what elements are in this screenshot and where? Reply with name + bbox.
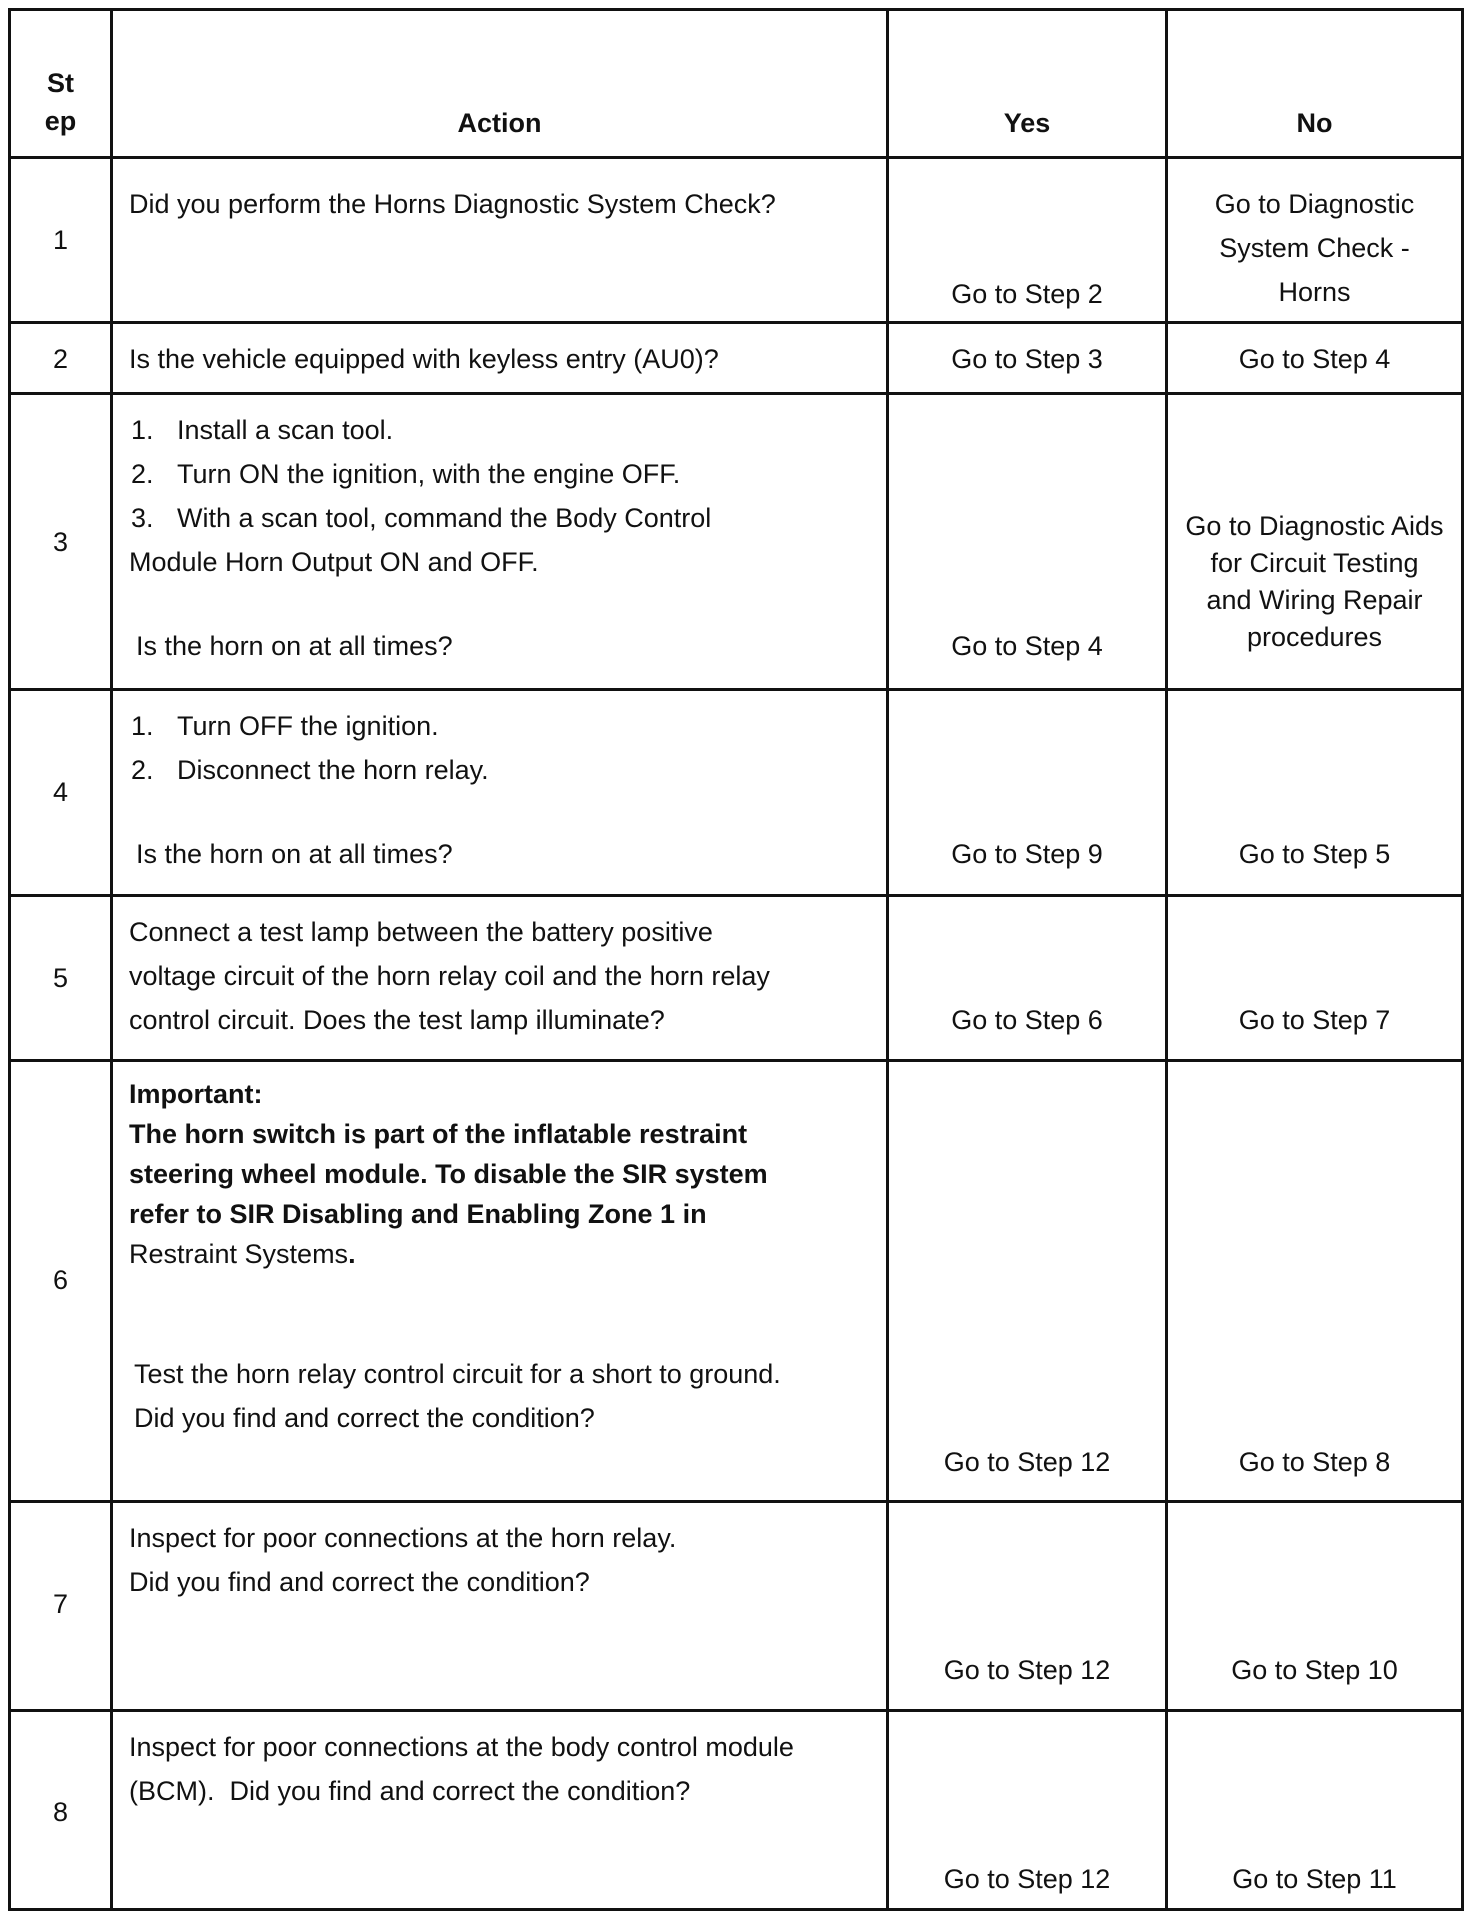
no-result: Go to Step 10 (1231, 1655, 1398, 1685)
step-number: 4 (52, 777, 69, 807)
row-divider (8, 688, 1464, 691)
table-border-top (8, 8, 1464, 11)
yes-result: Go to Step 4 (951, 631, 1103, 661)
row-divider (8, 894, 1464, 897)
no-result: Go to Step 7 (1238, 1005, 1391, 1035)
action-list-item: 3. With a scan tool, command the Body Control (131, 503, 712, 533)
row-divider (8, 1500, 1464, 1503)
table-border-bottom (8, 1908, 1464, 1911)
yes-result: Go to Step 9 (951, 839, 1103, 869)
row-divider (8, 392, 1464, 395)
no-result: Go to Step 5 (1238, 839, 1391, 869)
yes-result: Go to Step 6 (951, 1005, 1103, 1035)
yes-result: Go to Step 2 (951, 279, 1103, 309)
row-divider (8, 156, 1464, 159)
no-result: Go to Step 8 (1238, 1447, 1391, 1477)
action-text: Inspect for poor connections at the body control module (BCM). Did you find and correct the condition? (129, 1732, 794, 1806)
action-text: Module Horn Output ON and OFF. (129, 547, 539, 577)
yes-result: Go to Step 3 (951, 344, 1103, 374)
action-text: Did you perform the Horns Diagnostic System Check? (129, 189, 776, 219)
no-result: Go to Diagnostic Aids for Circuit Testing and Wiring Repair procedures (1185, 511, 1444, 652)
step-number: 3 (52, 527, 69, 557)
header-action: Action (457, 108, 542, 138)
action-text: Is the vehicle equipped with keyless entry (AU0)? (129, 344, 719, 374)
row-divider (8, 1709, 1464, 1712)
row-divider (8, 321, 1464, 324)
action-text: Test the horn relay control circuit for a short to ground. Did you find and correct the condition? (134, 1359, 781, 1433)
step-number: 8 (52, 1797, 69, 1827)
no-result: Go to Step 4 (1238, 344, 1391, 374)
step-number: 2 (52, 344, 69, 374)
step-number: 5 (52, 963, 69, 993)
action-text: Connect a test lamp between the battery positive voltage circuit of the horn relay coil and the horn relay control circuit. Does the test lamp illuminate? (129, 917, 770, 1035)
action-list-item: 1. Install a scan tool. (131, 415, 394, 445)
yes-result: Go to Step 12 (943, 1864, 1111, 1894)
question-text: Is the horn on at all times? (136, 839, 453, 869)
no-result: Go to Step 11 (1232, 1864, 1397, 1894)
table-border-right (1461, 8, 1464, 1911)
action-list-item: 2. Disconnect the horn relay. (131, 755, 489, 785)
column-divider (110, 8, 113, 1911)
header-step: St ep (44, 68, 77, 136)
step-number: 7 (52, 1589, 69, 1619)
step-number: 1 (52, 225, 69, 255)
important-note: Important: The horn switch is part of the inflatable restraint steering wheel module. To disable the SIR system refer to SIR Disabling and Enabling Zone 1 in Restraint Systems. (129, 1079, 768, 1269)
row-divider (8, 1059, 1464, 1062)
yes-result: Go to Step 12 (943, 1655, 1111, 1685)
action-list-item: 1. Turn OFF the ignition. (131, 711, 439, 741)
question-text: Is the horn on at all times? (136, 631, 453, 661)
no-result: Go to Diagnostic System Check - Horns (1214, 189, 1415, 307)
action-text: Inspect for poor connections at the horn relay. Did you find and correct the condition? (129, 1523, 677, 1597)
yes-result: Go to Step 12 (943, 1447, 1111, 1477)
header-yes: Yes (1003, 108, 1051, 138)
step-number: 6 (52, 1265, 69, 1295)
action-list-item: 2. Turn ON the ignition, with the engine OFF. (131, 459, 681, 489)
header-no: No (1296, 108, 1333, 138)
diagnostic-table (8, 8, 1464, 1911)
